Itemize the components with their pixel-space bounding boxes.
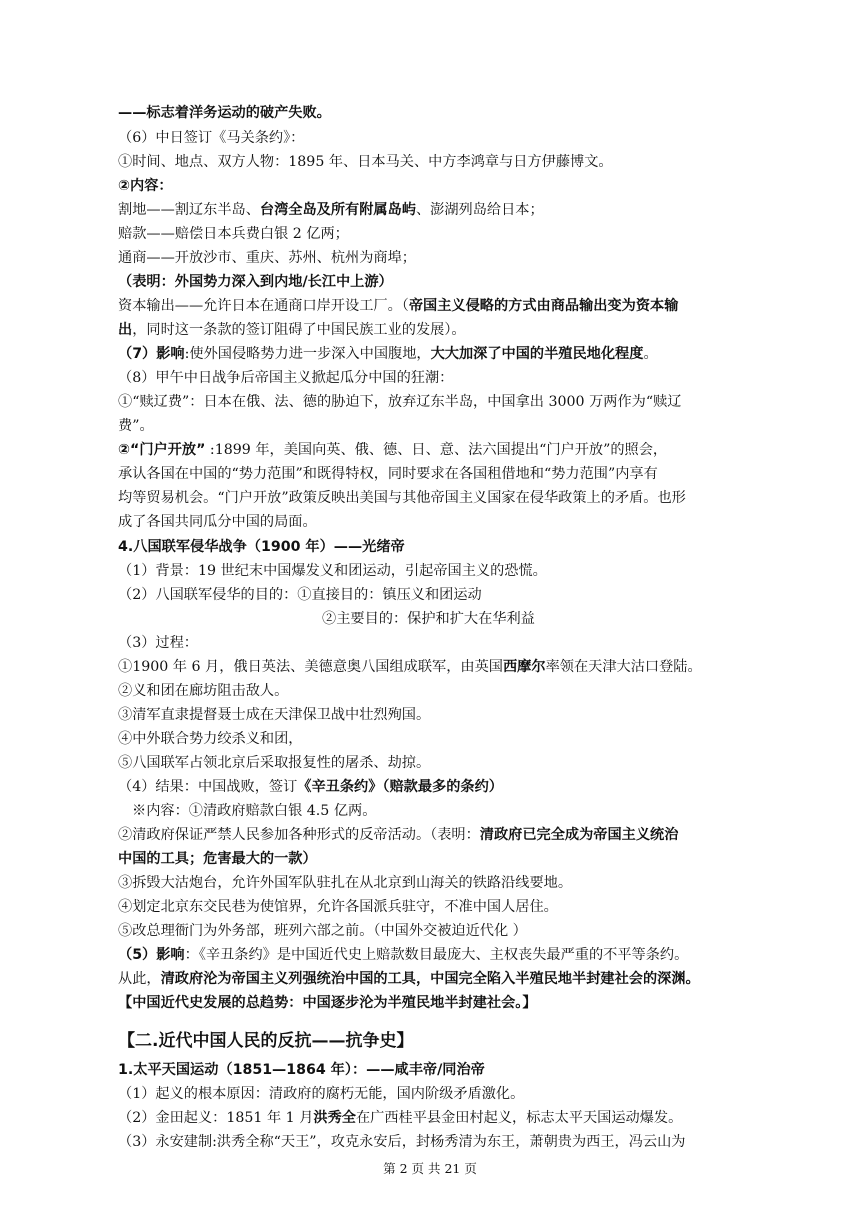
text-line: 资本输出——允许日本在通商口岸开设工厂。（帝国主义侵略的方式由商品输出变为资本输 bbox=[118, 298, 679, 314]
text-line: ⑤改总理衙门为外务部，班列六部之前。（中国外交被迫近代化 ） bbox=[118, 923, 527, 939]
text-line: 割地——割辽东半岛、台湾全岛及所有附属岛屿、澎湖列岛给日本； bbox=[118, 202, 544, 218]
section-heading: 【二.近代中国人民的反抗——抗争史】 bbox=[118, 1031, 414, 1051]
text-line: ②清政府保证严禁人民参加各种形式的反帝活动。（表明：清政府已完全成为帝国主义统治 bbox=[118, 827, 679, 843]
text-line: ※内容：①清政府赔款白银 4.5 亿两。 bbox=[132, 803, 377, 819]
text-line: （2）金田起义：1851 年 1 月洪秀全在广西桂平县金田村起义，标志太平天国运动爆发。 bbox=[118, 1110, 683, 1126]
text-line: ③拆毁大沽炮台，允许外国军队驻扎在从北京到山海关的铁路沿线要地。 bbox=[118, 875, 573, 891]
subsection-heading: 1.太平天国运动（1851—1864 年）：——咸丰帝/同治帝 bbox=[118, 1062, 485, 1078]
text-line: （表明：外国势力深入到内地/长江中上游） bbox=[118, 274, 393, 290]
text-line: ③清军直隶提督聂士成在天津保卫战中壮烈殉国。 bbox=[118, 707, 431, 723]
text-line: ①“赎辽费”：日本在俄、法、德的胁迫下，放弃辽东半岛，中国拿出 3000 万两作为“赎辽 bbox=[118, 394, 682, 410]
text-line: 均等贸易机会。“门户开放”政策反映出美国与其他帝国主义国家在侵华政策上的矛盾。也形 bbox=[118, 490, 686, 506]
text-line: 承认各国在中国的“势力范围”和既得特权，同时要求在各国租借地和“势力范围”内享有 bbox=[118, 466, 658, 482]
text-line: 费”。 bbox=[118, 418, 154, 434]
text-line: （3）永安建制:洪秀全称“天王”，攻克永安后，封杨秀清为东王，萧朝贵为西王，冯云山为 bbox=[118, 1134, 686, 1150]
text-line: ④中外联合势力绞杀义和团， bbox=[118, 731, 303, 747]
text-line: （2）八国联军侵华的目的：①直接目的：镇压义和团运动 bbox=[118, 587, 482, 603]
text-line: ②义和团在廊坊阻击敌人。 bbox=[118, 683, 289, 699]
text-line: ②“门户开放” :1899 年，美国向英、俄、德、日、意、法六国提出“门户开放”的照会， bbox=[118, 442, 668, 458]
text-line: ②内容： bbox=[118, 178, 173, 194]
text-line: 成了各国共同瓜分中国的局面。 bbox=[118, 514, 317, 530]
text-line: ⑤八国联军占领北京后采取报复性的屠杀、劫掠。 bbox=[118, 755, 431, 771]
text-line: 赔款——赔偿日本兵费白银 2 亿两； bbox=[118, 226, 349, 242]
text-line: （1）背景：19 世纪末中国爆发义和团运动，引起帝国主义的恐慌。 bbox=[118, 563, 547, 579]
text-line: ②主要目的：保护和扩大在华利益 bbox=[322, 611, 535, 627]
text-line: ①1900 年 6 月，俄日英法、美德意奥八国组成联军，由英国西摩尔率领在天津大沽口登陆。 bbox=[118, 659, 702, 675]
subsection-heading: 4.八国联军侵华战争（1900 年）——光绪帝 bbox=[118, 539, 405, 555]
text-line: 从此，清政府沦为帝国主义列强统治中国的工具，中国完全陷入半殖民地半封建社会的深渊。 bbox=[118, 971, 700, 987]
text-line: （6）中日签订《马关条约》： bbox=[118, 130, 305, 146]
text-line: ——标志着洋务运动的破产失败。 bbox=[118, 105, 331, 121]
summary-line: 【中国近代史发展的总趋势：中国逐步沦为半殖民地半封建社会。】 bbox=[118, 995, 537, 1011]
text-line: 通商——开放沙市、重庆、苏州、杭州为商埠； bbox=[118, 250, 416, 266]
text-line: （4）结果：中国战败，签订《辛丑条约》（赔款最多的条约） bbox=[118, 779, 503, 795]
text-line: 中国的工具；危害最大的一款） bbox=[118, 851, 317, 867]
text-line: （7）影响:使外国侵略势力进一步深入中国腹地，大大加深了中国的半殖民地化程度。 bbox=[118, 346, 658, 362]
text-line: （5）影响：《辛丑条约》是中国近代史上赔款数目最庞大、主权丧失最严重的不平等条约。 bbox=[118, 947, 689, 963]
page-number-footer: 第 2 页 共 21 页 bbox=[383, 1161, 477, 1176]
text-line: ④划定北京东交民巷为使馆界，允许各国派兵驻守，不准中国人居住。 bbox=[118, 899, 558, 915]
text-line: （3）过程： bbox=[118, 635, 198, 651]
text-line: （1）起义的根本原因：清政府的腐朽无能，国内阶级矛盾激化。 bbox=[118, 1086, 525, 1102]
text-line: 出，同时这一条款的签订阻碍了中国民族工业的发展）。 bbox=[118, 322, 466, 338]
text-line: （8）甲午中日战争后帝国主义掀起瓜分中国的狂潮： bbox=[118, 370, 454, 386]
text-line: ①时间、地点、双方人物：1895 年、日本马关、中方李鸿章与日方伊藤博文。 bbox=[118, 154, 613, 170]
